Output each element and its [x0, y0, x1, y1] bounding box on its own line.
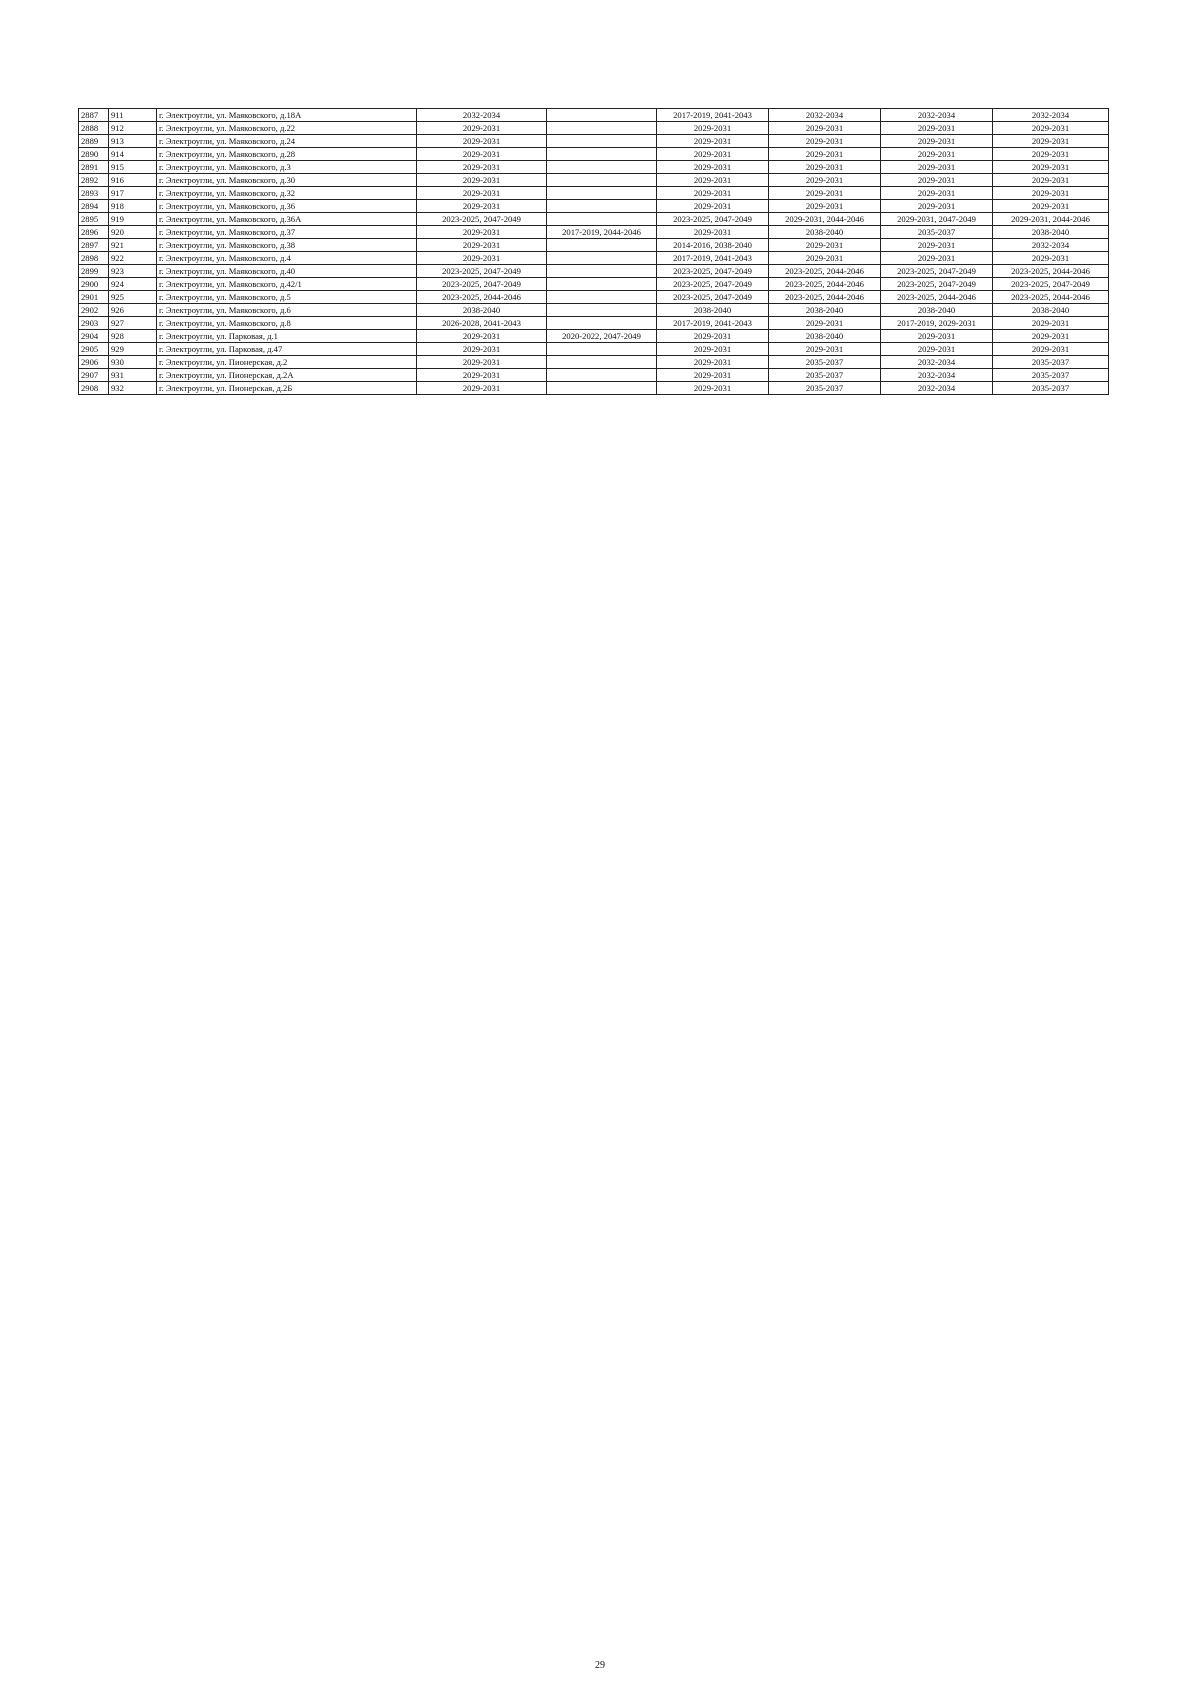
- period-cell-1: 2029-2031: [417, 135, 547, 148]
- address-cell: г. Электроугли, ул. Маяковского, д.37: [157, 226, 417, 239]
- period-cell-5: 2029-2031: [881, 148, 993, 161]
- register-id: 925: [109, 291, 157, 304]
- period-cell-1: 2029-2031: [417, 174, 547, 187]
- period-cell-3: 2029-2031: [657, 148, 769, 161]
- period-cell-5: 2029-2031: [881, 252, 993, 265]
- table-row: [79, 213, 1109, 226]
- register-id: 915: [109, 161, 157, 174]
- period-cell-4: 2029-2031: [769, 239, 881, 252]
- address-cell: г. Электроугли, ул. Парковая, д.1: [157, 330, 417, 343]
- register-id: 931: [109, 369, 157, 382]
- period-cell-1: 2029-2031: [417, 382, 547, 395]
- period-cell-3: 2029-2031: [657, 161, 769, 174]
- period-cell-6: 2038-2040: [993, 304, 1109, 317]
- period-cell-3: 2017-2019, 2041-2043: [657, 317, 769, 330]
- table-row: [79, 174, 1109, 187]
- table-row: [79, 226, 1109, 239]
- address-cell: г. Электроугли, ул. Маяковского, д.36А: [157, 213, 417, 226]
- register-id: 918: [109, 200, 157, 213]
- period-cell-4: 2029-2031: [769, 161, 881, 174]
- table-row: [79, 122, 1109, 135]
- register-id: 916: [109, 174, 157, 187]
- period-cell-6: 2029-2031: [993, 252, 1109, 265]
- period-cell-1: 2032-2034: [417, 109, 547, 122]
- row-number: 2894: [79, 200, 109, 213]
- row-number: 2898: [79, 252, 109, 265]
- table-row: [79, 356, 1109, 369]
- address-cell: г. Электроугли, ул. Маяковского, д.5: [157, 291, 417, 304]
- period-cell-4: 2029-2031: [769, 343, 881, 356]
- period-cell-6: 2029-2031: [993, 317, 1109, 330]
- period-cell-2: [547, 278, 657, 291]
- period-cell-4: 2029-2031, 2044-2046: [769, 213, 881, 226]
- register-id: 912: [109, 122, 157, 135]
- table-row: [79, 304, 1109, 317]
- period-cell-1: 2029-2031: [417, 161, 547, 174]
- period-cell-2: 2017-2019, 2044-2046: [547, 226, 657, 239]
- period-cell-1: 2023-2025, 2047-2049: [417, 213, 547, 226]
- period-cell-4: 2035-2037: [769, 369, 881, 382]
- period-cell-1: 2038-2040: [417, 304, 547, 317]
- period-cell-5: 2023-2025, 2047-2049: [881, 278, 993, 291]
- table-row: [79, 265, 1109, 278]
- table-row: [79, 187, 1109, 200]
- row-number: 2905: [79, 343, 109, 356]
- table-row: [79, 343, 1109, 356]
- period-cell-4: 2029-2031: [769, 200, 881, 213]
- period-cell-5: 2032-2034: [881, 109, 993, 122]
- period-cell-5: 2023-2025, 2047-2049: [881, 265, 993, 278]
- register-rows: [79, 109, 1109, 395]
- period-cell-3: 2029-2031: [657, 122, 769, 135]
- period-cell-2: [547, 291, 657, 304]
- period-cell-6: 2029-2031: [993, 200, 1109, 213]
- period-cell-3: 2029-2031: [657, 174, 769, 187]
- period-cell-5: 2032-2034: [881, 356, 993, 369]
- period-cell-4: 2029-2031: [769, 317, 881, 330]
- period-cell-6: 2035-2037: [993, 382, 1109, 395]
- period-cell-2: [547, 213, 657, 226]
- period-cell-4: 2023-2025, 2044-2046: [769, 265, 881, 278]
- period-cell-5: 2032-2034: [881, 382, 993, 395]
- period-cell-5: 2017-2019, 2029-2031: [881, 317, 993, 330]
- page-number: 29: [595, 1660, 605, 1671]
- row-number: 2908: [79, 382, 109, 395]
- period-cell-6: 2029-2031: [993, 161, 1109, 174]
- period-cell-5: 2029-2031: [881, 343, 993, 356]
- period-cell-3: 2023-2025, 2047-2049: [657, 291, 769, 304]
- register-id: 911: [109, 109, 157, 122]
- address-cell: г. Электроугли, ул. Пионерская, д.2: [157, 356, 417, 369]
- period-cell-1: 2029-2031: [417, 252, 547, 265]
- address-cell: г. Электроугли, ул. Маяковского, д.36: [157, 200, 417, 213]
- period-cell-4: 2035-2037: [769, 356, 881, 369]
- period-cell-6: 2035-2037: [993, 369, 1109, 382]
- period-cell-2: [547, 174, 657, 187]
- period-cell-6: 2029-2031: [993, 148, 1109, 161]
- table-row: [79, 148, 1109, 161]
- row-number: 2887: [79, 109, 109, 122]
- period-cell-3: 2023-2025, 2047-2049: [657, 213, 769, 226]
- address-cell: г. Электроугли, ул. Маяковского, д.32: [157, 187, 417, 200]
- period-cell-4: 2023-2025, 2044-2046: [769, 278, 881, 291]
- period-cell-3: 2029-2031: [657, 226, 769, 239]
- period-cell-3: 2029-2031: [657, 330, 769, 343]
- period-cell-5: 2023-2025, 2044-2046: [881, 291, 993, 304]
- row-number: 2901: [79, 291, 109, 304]
- period-cell-6: 2029-2031: [993, 343, 1109, 356]
- period-cell-2: [547, 109, 657, 122]
- period-cell-1: 2023-2025, 2044-2046: [417, 291, 547, 304]
- period-cell-2: [547, 343, 657, 356]
- period-cell-3: 2023-2025, 2047-2049: [657, 278, 769, 291]
- address-cell: г. Электроугли, ул. Пионерская, д.2А: [157, 369, 417, 382]
- period-cell-6: 2023-2025, 2044-2046: [993, 265, 1109, 278]
- period-cell-6: 2029-2031: [993, 187, 1109, 200]
- period-cell-3: 2029-2031: [657, 200, 769, 213]
- period-cell-1: 2029-2031: [417, 369, 547, 382]
- table-row: [79, 200, 1109, 213]
- row-number: 2892: [79, 174, 109, 187]
- register-id: 919: [109, 213, 157, 226]
- period-cell-6: 2029-2031, 2044-2046: [993, 213, 1109, 226]
- housing-repair-register-table: [78, 108, 1109, 395]
- period-cell-4: 2035-2037: [769, 382, 881, 395]
- row-number: 2893: [79, 187, 109, 200]
- row-number: 2904: [79, 330, 109, 343]
- period-cell-3: 2014-2016, 2038-2040: [657, 239, 769, 252]
- row-number: 2889: [79, 135, 109, 148]
- register-id: 929: [109, 343, 157, 356]
- period-cell-3: 2029-2031: [657, 343, 769, 356]
- period-cell-3: 2038-2040: [657, 304, 769, 317]
- period-cell-2: [547, 239, 657, 252]
- period-cell-6: 2023-2025, 2047-2049: [993, 278, 1109, 291]
- period-cell-4: 2029-2031: [769, 174, 881, 187]
- period-cell-4: 2038-2040: [769, 330, 881, 343]
- address-cell: г. Электроугли, ул. Парковая, д.47: [157, 343, 417, 356]
- table-row: [79, 317, 1109, 330]
- period-cell-6: 2029-2031: [993, 135, 1109, 148]
- register-id: 920: [109, 226, 157, 239]
- period-cell-1: 2029-2031: [417, 343, 547, 356]
- row-number: 2900: [79, 278, 109, 291]
- period-cell-5: 2032-2034: [881, 369, 993, 382]
- period-cell-2: [547, 122, 657, 135]
- period-cell-5: 2035-2037: [881, 226, 993, 239]
- period-cell-1: 2029-2031: [417, 148, 547, 161]
- period-cell-1: 2029-2031: [417, 356, 547, 369]
- period-cell-5: 2029-2031: [881, 187, 993, 200]
- address-cell: г. Электроугли, ул. Маяковского, д.24: [157, 135, 417, 148]
- period-cell-5: 2029-2031: [881, 239, 993, 252]
- row-number: 2903: [79, 317, 109, 330]
- row-number: 2888: [79, 122, 109, 135]
- period-cell-1: 2029-2031: [417, 200, 547, 213]
- row-number: 2896: [79, 226, 109, 239]
- address-cell: г. Электроугли, ул. Маяковского, д.8: [157, 317, 417, 330]
- period-cell-1: 2023-2025, 2047-2049: [417, 278, 547, 291]
- address-cell: г. Электроугли, ул. Маяковского, д.40: [157, 265, 417, 278]
- period-cell-2: [547, 304, 657, 317]
- row-number: 2906: [79, 356, 109, 369]
- period-cell-5: 2029-2031: [881, 330, 993, 343]
- register-id: 930: [109, 356, 157, 369]
- register-id: 928: [109, 330, 157, 343]
- period-cell-4: 2032-2034: [769, 109, 881, 122]
- period-cell-4: 2029-2031: [769, 148, 881, 161]
- table-row: [79, 135, 1109, 148]
- period-cell-6: 2032-2034: [993, 109, 1109, 122]
- period-cell-4: 2029-2031: [769, 135, 881, 148]
- period-cell-2: [547, 252, 657, 265]
- period-cell-5: 2029-2031: [881, 174, 993, 187]
- period-cell-5: 2038-2040: [881, 304, 993, 317]
- table-row: [79, 252, 1109, 265]
- period-cell-1: 2029-2031: [417, 330, 547, 343]
- period-cell-6: 2029-2031: [993, 330, 1109, 343]
- address-cell: г. Электроугли, ул. Маяковского, д.18А: [157, 109, 417, 122]
- table-row: [79, 382, 1109, 395]
- register-id: 923: [109, 265, 157, 278]
- row-number: 2902: [79, 304, 109, 317]
- period-cell-5: 2029-2031: [881, 200, 993, 213]
- period-cell-2: [547, 356, 657, 369]
- period-cell-6: 2029-2031: [993, 122, 1109, 135]
- period-cell-6: 2032-2034: [993, 239, 1109, 252]
- row-number: 2895: [79, 213, 109, 226]
- table-row: [79, 239, 1109, 252]
- period-cell-3: 2029-2031: [657, 382, 769, 395]
- period-cell-5: 2029-2031, 2047-2049: [881, 213, 993, 226]
- period-cell-4: 2029-2031: [769, 252, 881, 265]
- period-cell-4: 2029-2031: [769, 187, 881, 200]
- table-row: [79, 278, 1109, 291]
- period-cell-6: 2029-2031: [993, 174, 1109, 187]
- period-cell-3: 2017-2019, 2041-2043: [657, 252, 769, 265]
- period-cell-6: 2035-2037: [993, 356, 1109, 369]
- period-cell-4: 2038-2040: [769, 226, 881, 239]
- register-id: 927: [109, 317, 157, 330]
- period-cell-4: 2038-2040: [769, 304, 881, 317]
- address-cell: г. Электроугли, ул. Маяковского, д.38: [157, 239, 417, 252]
- row-number: 2891: [79, 161, 109, 174]
- period-cell-3: 2029-2031: [657, 356, 769, 369]
- address-cell: г. Электроугли, ул. Маяковского, д.4: [157, 252, 417, 265]
- period-cell-3: 2029-2031: [657, 187, 769, 200]
- address-cell: г. Электроугли, ул. Пионерская, д.2Б: [157, 382, 417, 395]
- address-cell: г. Электроугли, ул. Маяковского, д.22: [157, 122, 417, 135]
- period-cell-6: 2023-2025, 2044-2046: [993, 291, 1109, 304]
- period-cell-2: [547, 148, 657, 161]
- period-cell-4: 2029-2031: [769, 122, 881, 135]
- period-cell-2: [547, 135, 657, 148]
- row-number: 2890: [79, 148, 109, 161]
- register-id: 932: [109, 382, 157, 395]
- period-cell-3: 2029-2031: [657, 369, 769, 382]
- period-cell-4: 2023-2025, 2044-2046: [769, 291, 881, 304]
- period-cell-3: 2017-2019, 2041-2043: [657, 109, 769, 122]
- address-cell: г. Электроугли, ул. Маяковского, д.42/1: [157, 278, 417, 291]
- register-id: 924: [109, 278, 157, 291]
- period-cell-2: 2020-2022, 2047-2049: [547, 330, 657, 343]
- period-cell-2: [547, 382, 657, 395]
- period-cell-1: 2029-2031: [417, 239, 547, 252]
- period-cell-1: 2023-2025, 2047-2049: [417, 265, 547, 278]
- register-id: 926: [109, 304, 157, 317]
- period-cell-3: 2029-2031: [657, 135, 769, 148]
- period-cell-2: [547, 265, 657, 278]
- register-id: 922: [109, 252, 157, 265]
- period-cell-3: 2023-2025, 2047-2049: [657, 265, 769, 278]
- address-cell: г. Электроугли, ул. Маяковского, д.6: [157, 304, 417, 317]
- table-row: [79, 161, 1109, 174]
- period-cell-2: [547, 317, 657, 330]
- period-cell-6: 2038-2040: [993, 226, 1109, 239]
- period-cell-1: 2029-2031: [417, 122, 547, 135]
- period-cell-2: [547, 369, 657, 382]
- period-cell-1: 2029-2031: [417, 226, 547, 239]
- table-row: [79, 369, 1109, 382]
- table-row: [79, 291, 1109, 304]
- period-cell-5: 2029-2031: [881, 161, 993, 174]
- period-cell-2: [547, 187, 657, 200]
- register-id: 913: [109, 135, 157, 148]
- period-cell-5: 2029-2031: [881, 122, 993, 135]
- period-cell-2: [547, 161, 657, 174]
- row-number: 2907: [79, 369, 109, 382]
- period-cell-1: 2029-2031: [417, 187, 547, 200]
- period-cell-2: [547, 200, 657, 213]
- register-id: 914: [109, 148, 157, 161]
- register-id: 921: [109, 239, 157, 252]
- row-number: 2897: [79, 239, 109, 252]
- address-cell: г. Электроугли, ул. Маяковского, д.28: [157, 148, 417, 161]
- period-cell-5: 2029-2031: [881, 135, 993, 148]
- period-cell-1: 2026-2028, 2041-2043: [417, 317, 547, 330]
- register-id: 917: [109, 187, 157, 200]
- register-sheet: [78, 108, 1109, 395]
- address-cell: г. Электроугли, ул. Маяковского, д.3: [157, 161, 417, 174]
- table-row: [79, 109, 1109, 122]
- table-row: [79, 330, 1109, 343]
- address-cell: г. Электроугли, ул. Маяковского, д.30: [157, 174, 417, 187]
- row-number: 2899: [79, 265, 109, 278]
